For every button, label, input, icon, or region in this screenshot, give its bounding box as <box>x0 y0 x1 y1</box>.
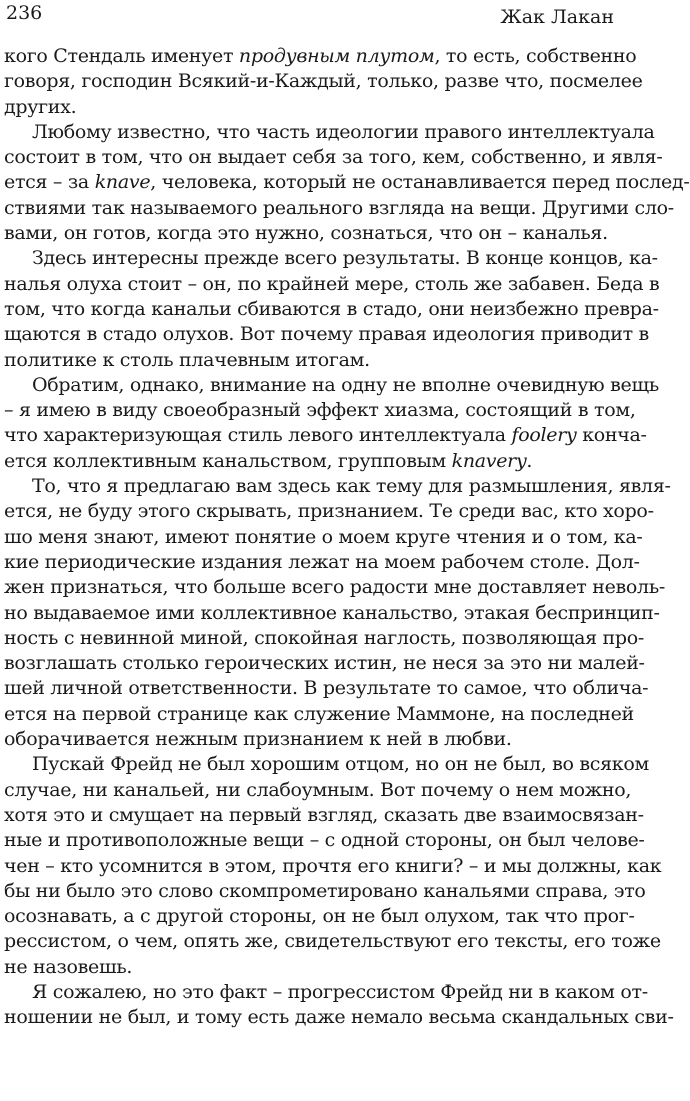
paragraph-first-line <box>4 474 671 499</box>
text-run: политике к столь плачевным итогам. <box>4 348 370 371</box>
text-run: оборачивается нежным признанием к ней в любви. <box>4 728 512 751</box>
text-run: Любому известно, что часть идеологии правого интеллектуала <box>32 120 655 143</box>
text-run: шо меня знают, имеют понятие о моем круге чтения и о том, ка- <box>4 525 643 548</box>
text-run: кого Стендаль именует <box>4 45 239 67</box>
text-line <box>4 1005 674 1030</box>
italic-text-run: foolery <box>511 424 577 447</box>
text-line <box>4 601 660 626</box>
text-run: щаются в стадо олухов. Вот почему правая идеология приводит в <box>4 323 649 346</box>
text-run: том, что когда канальи сбиваются в стадо, они неизбежно превра- <box>4 297 659 320</box>
paragraph-first-line <box>4 120 655 145</box>
text-line <box>4 904 635 929</box>
text-run: , то есть, собственно <box>434 45 637 67</box>
italic-text-run: knave <box>94 171 151 194</box>
text-line <box>4 929 661 954</box>
text-run: других. <box>4 95 77 118</box>
text-line <box>4 778 632 803</box>
text-run: случае, ни канальей, ни слабоумным. Вот почему о нем можно, <box>4 778 632 801</box>
text-run: Обратим, однако, внимание на одну не вполне очевидную вещь <box>32 373 659 396</box>
italic-text-run: knavery <box>451 449 527 472</box>
text-run: ность с невинной миной, спокойная наглость, позволяющая про- <box>4 626 645 649</box>
text-run: – я имею в виду своеобразный эффект хиазма, состоящий в том, <box>4 399 636 422</box>
text-run: ношении не был, и тому есть даже немало весьма скандальных сви- <box>4 1006 674 1029</box>
text-run: возглашать столько героических истин, не неся за это ни малей- <box>4 652 645 675</box>
text-run: кие периодические издания лежат на моем рабочем столе. Дол- <box>4 550 640 573</box>
text-run: говоря, господин Всякий-и-Каждый, только, разве что, посмелее <box>4 70 643 93</box>
text-run: Здесь интересны прежде всего результаты. В конце концов, ка- <box>32 247 658 270</box>
text-run: ется коллективным канальством, групповым <box>4 449 452 472</box>
text-line <box>4 398 636 423</box>
text-line <box>4 95 616 120</box>
text-run: шей личной ответственности. В результате то самое, что облича- <box>4 677 649 700</box>
text-line <box>4 145 663 170</box>
text-run: рессистом, о чем, опять же, свидетельствуют его тексты, его тоже <box>4 930 661 953</box>
text-line <box>4 322 649 347</box>
text-line <box>4 828 645 853</box>
paragraph-first-line <box>4 246 658 271</box>
text-line <box>4 272 660 297</box>
text-line <box>4 44 637 69</box>
text-run: не назовешь. <box>4 955 133 978</box>
body-text <box>4 44 690 1031</box>
paragraph-first-line <box>4 752 649 777</box>
text-run: . <box>526 449 533 472</box>
text-run: что характеризующая стиль левого интеллектуала <box>4 424 512 447</box>
text-run: ется – за <box>4 171 95 194</box>
text-run: То, что я предлагаю вам здесь как тему для размышления, явля- <box>32 475 671 498</box>
text-line <box>4 170 690 195</box>
text-line <box>4 196 674 221</box>
paragraph-first-line <box>4 980 648 1005</box>
text-line <box>4 550 640 575</box>
text-run: бы ни было это слово скомпрометировано канальями справа, это <box>4 879 646 902</box>
paragraph-first-line <box>4 373 659 398</box>
text-run: Пускай Фрейд не был хорошим отцом, но он не был, во всяком <box>32 753 649 776</box>
text-line <box>4 348 616 373</box>
text-line <box>4 575 665 600</box>
text-line <box>4 854 662 879</box>
text-run: ется, не буду этого скрывать, признанием. Те среди вас, кто хоро- <box>4 500 654 523</box>
text-line <box>4 221 616 246</box>
text-run: налья олуха стоит – он, по крайней мере, столь же забавен. Беда в <box>4 272 660 295</box>
text-run: осознавать, а с другой стороны, он не был олухом, так что прог- <box>4 905 635 928</box>
text-line <box>4 955 616 980</box>
text-line <box>4 525 643 550</box>
text-line <box>4 69 643 94</box>
text-run: конча- <box>576 424 647 447</box>
text-line <box>4 423 647 448</box>
text-line <box>4 651 645 676</box>
text-line <box>4 727 616 752</box>
text-run: хотя это и смущает на первый взгляд, сказать две взаимосвязан- <box>4 803 644 826</box>
text-run: чен – кто усомнится в этом, прочтя его книги? – и мы должны, как <box>4 854 662 877</box>
italic-text-run: продувным плутом <box>238 45 435 67</box>
text-line <box>4 879 646 904</box>
running-title: Жак Лакан <box>500 6 614 28</box>
text-line <box>4 676 649 701</box>
text-run: вами, он готов, когда это нужно, сознаться, что он – каналья. <box>4 222 608 245</box>
text-line <box>4 297 659 322</box>
text-run: жен признаться, что больше всего радости мне доставляет неволь- <box>4 576 665 599</box>
text-line <box>4 803 644 828</box>
text-line <box>4 499 654 524</box>
text-run: ствиями так называемого реального взгляда на вещи. Другими сло- <box>4 196 674 219</box>
text-run: ные и противоположные вещи – с одной стороны, он был челове- <box>4 829 645 852</box>
text-run: Я сожалею, но это факт – прогрессистом Фрейд ни в каком от- <box>32 980 648 1003</box>
text-run: ется на первой странице как служение Маммоне, на последней <box>4 702 634 725</box>
page-number: 236 <box>6 2 43 24</box>
text-line <box>4 702 634 727</box>
text-run: но выдаваемое ими коллективное канальство, этакая беспринцип- <box>4 601 660 624</box>
text-run: состоит в том, что он выдает себя за того, кем, собственно, и явля- <box>4 146 663 169</box>
text-run: , человека, который не останавливается перед послед- <box>150 171 690 194</box>
text-line <box>4 626 645 651</box>
running-head <box>0 0 620 40</box>
text-line <box>4 449 616 474</box>
